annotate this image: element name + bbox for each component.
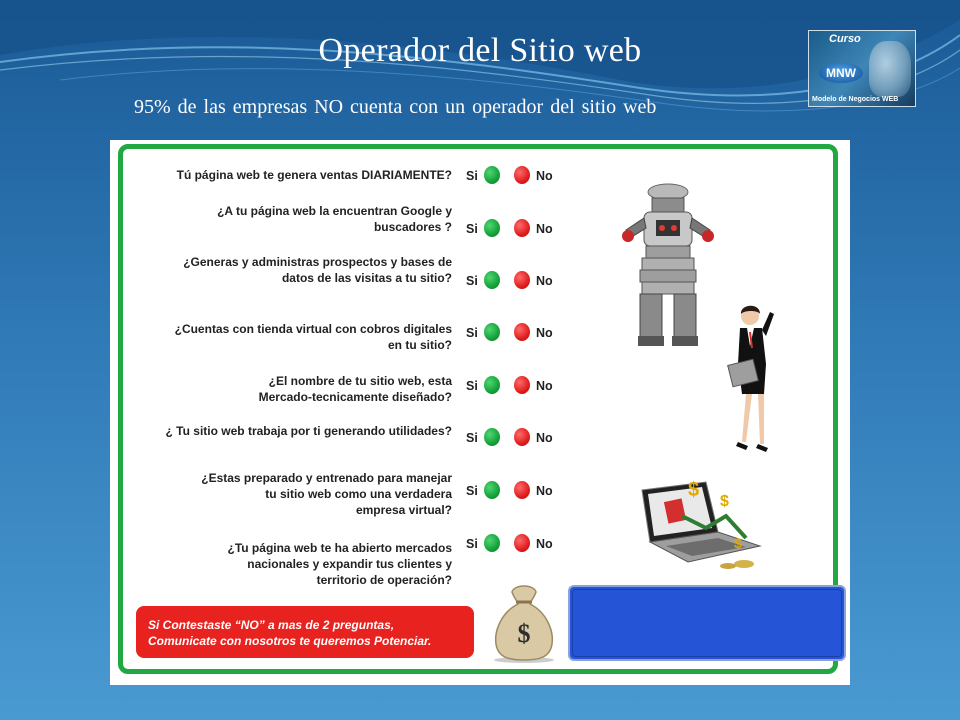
question-3: ¿Generas y administras prospectos y bases de datos de las visitas a tu sitio? <box>183 255 452 285</box>
slide-title: Operador del Sitio web <box>318 32 642 69</box>
yes-label: Si <box>466 222 478 236</box>
no-label: No <box>536 274 553 288</box>
robot-icon <box>618 180 718 350</box>
cta-line-1: Si Contestaste “NO” a mas de 2 preguntas, <box>148 618 395 632</box>
no-label: No <box>536 326 553 340</box>
yes-radio[interactable] <box>484 271 500 289</box>
no-radio[interactable] <box>514 428 530 446</box>
slide-subtitle: 95% de las empresas NO cuenta con un operador del sitio web <box>134 96 657 118</box>
contact-blue-box[interactable] <box>568 585 846 661</box>
logo-face-icon <box>869 41 911 97</box>
svg-text:$: $ <box>734 535 742 551</box>
yes-radio[interactable] <box>484 219 500 237</box>
cta-banner[interactable] <box>136 606 474 658</box>
course-logo <box>808 30 916 107</box>
yes-label: Si <box>466 169 478 183</box>
no-label: No <box>536 222 553 236</box>
question-5: ¿El nombre de tu sitio web, esta Mercado-tecnicamente diseñado? <box>258 374 452 404</box>
question-6: ¿ Tu sitio web trabaja por ti generando utilidades? <box>165 424 452 438</box>
question-2: ¿A tu página web la encuentran Google y buscadores ? <box>217 204 452 234</box>
businesswoman-icon <box>720 302 784 460</box>
laptop-money-icon <box>636 476 766 572</box>
yes-radio[interactable] <box>484 534 500 552</box>
cta-line-2: Comunicate con nosotros te queremos Potenciar. <box>148 634 432 648</box>
no-label: No <box>536 537 553 551</box>
logo-curso-label: Curso <box>829 33 861 45</box>
yes-radio[interactable] <box>484 323 500 341</box>
yes-label: Si <box>466 379 478 393</box>
no-label: No <box>536 484 553 498</box>
yes-label: Si <box>466 537 478 551</box>
questionnaire-panel <box>110 140 850 685</box>
svg-text:$: $ <box>720 493 729 510</box>
question-4: ¿Cuentas con tienda virtual con cobros digitales en tu sitio? <box>174 322 452 352</box>
money-symbol: $ <box>517 619 531 648</box>
yes-radio[interactable] <box>484 428 500 446</box>
yes-label: Si <box>466 431 478 445</box>
yes-label: Si <box>466 326 478 340</box>
question-8: ¿Tu página web te ha abierto mercados nacionales y expandir tus clientes y territorio de operación? <box>227 541 452 587</box>
no-radio[interactable] <box>514 534 530 552</box>
no-label: No <box>536 431 553 445</box>
logo-mnw-label: MNW <box>819 63 863 83</box>
no-radio[interactable] <box>514 481 530 499</box>
no-label: No <box>536 379 553 393</box>
svg-text:$: $ <box>688 479 700 501</box>
no-radio[interactable] <box>514 166 530 184</box>
yes-radio[interactable] <box>484 376 500 394</box>
logo-modelo-label: Modelo de Negocios WEB <box>812 96 899 103</box>
no-radio[interactable] <box>514 271 530 289</box>
no-radio[interactable] <box>514 376 530 394</box>
yes-radio[interactable] <box>484 481 500 499</box>
no-radio[interactable] <box>514 219 530 237</box>
no-label: No <box>536 169 553 183</box>
no-radio[interactable] <box>514 323 530 341</box>
question-1: Tú página web te genera ventas DIARIAMENTE? <box>176 168 452 182</box>
question-7: ¿Estas preparado y entrenado para manejar tu sitio web como una verdadera empresa virtual? <box>201 471 452 517</box>
yes-label: Si <box>466 274 478 288</box>
yes-radio[interactable] <box>484 166 500 184</box>
money-bag-icon <box>484 580 564 664</box>
yes-label: Si <box>466 484 478 498</box>
